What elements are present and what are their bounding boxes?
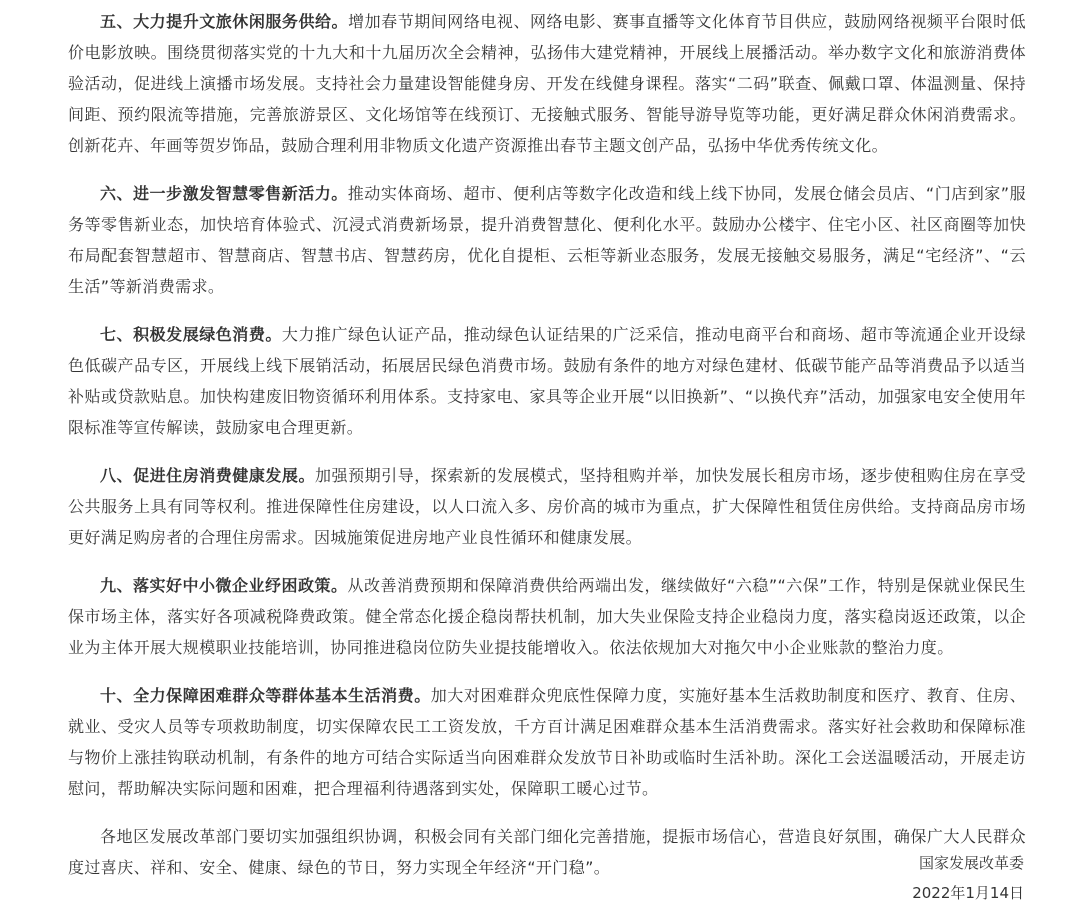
- section-6: [68, 178, 1026, 302]
- section-heading: 十、全力保障困难群众等群体基本生活消费。: [100, 686, 431, 705]
- section-5: [68, 6, 1026, 161]
- issue-date: 2022年1月14日: [912, 884, 1024, 902]
- section-text: 加大对困难群众兜底性保障力度，实施好基本生活救助制度和医疗、教育、住房、就业、受灾人员等专项救助制度，切实保障农民工工资发放，千方百计满足困难群众基本生活消费需求。落实好社会救助和保障标准与物价上涨挂钩联动机制，有条件的地方可结合实际适当向困难群众发放节日补助或临时生活补助。深化工会送温暖活动，开展走访慰问，帮助解决实际问题和困难，把合理福利待遇落到实处，保障职工暖心过节。: [68, 686, 1026, 798]
- section-text: 从改善消费预期和保障消费供给两端出发，继续做好“六稳”“六保”工作，特别是保就业保民生保市场主体，落实好各项减税降费政策。健全常态化援企稳岗帮扶机制，加大失业保险支持企业稳岗力度，落实稳岗返还政策，以企业为主体开展大规模职业技能培训，协同推进稳岗位防失业提技能增收入。依法依规加大对拖欠中小企业账款的整治力度。: [68, 576, 1026, 657]
- section-heading: 五、大力提升文旅休闲服务供给。: [100, 12, 349, 31]
- section-text: 推动实体商场、超市、便利店等数字化改造和线上线下协同，发展仓储会员店、“门店到家”服务等零售新业态，加快培育体验式、沉浸式消费新场景，提升消费智慧化、便利化水平。鼓励办公楼宇、住宅小区、社区商圈等加快布局配套智慧超市、智慧商店、智慧书店、智慧药房，优化自提柜、云柜等新业态服务，发展无接触交易服务，满足“宅经济”、“云生活”等新消费需求。: [68, 184, 1026, 296]
- section-text: 大力推广绿色认证产品，推动绿色认证结果的广泛采信，推动电商平台和商场、超市等流通企业开设绿色低碳产品专区，开展线上线下展销活动，拓展居民绿色消费市场。鼓励有条件的地方对绿色建材、低碳节能产品等消费品予以适当补贴或贷款贴息。加快构建废旧物资循环利用体系。支持家电、家具等企业开展“以旧换新”、“以换代弃”活动，加强家电安全使用年限标准等宣传解读，鼓励家电合理更新。: [68, 325, 1026, 437]
- closing-paragraph: 各地区发展改革部门要切实加强组织协调，积极会同有关部门细化完善措施，提振市场信心，营造良好氛围，确保广大人民群众度过喜庆、祥和、安全、健康、绿色的节日，努力实现全年经济“开门稳”。: [68, 827, 1026, 877]
- section-text: 加强预期引导，探索新的发展模式，坚持租购并举，加快发展长租房市场，逐步使租购住房在享受公共服务上具有同等权利。推进保障性住房建设，以人口流入多、房价高的城市为重点，扩大保障性租赁住房供给。支持商品房市场更好满足购房者的合理住房需求。因城施策促进房地产业良性循环和健康发展。: [68, 466, 1026, 547]
- issuing-organization: 国家发展改革委: [918, 854, 1024, 872]
- section-text: 增加春节期间网络电视、网络电影、赛事直播等文化体育节目供应，鼓励网络视频平台限时低价电影放映。围绕贯彻落实党的十九大和十九届历次全会精神，弘扬伟大建党精神，开展线上展播活动。举办数字文化和旅游消费体验活动，促进线上演播市场发展。支持社会力量建设智能健身房、开发在线健身课程。落实“二码”联查、佩戴口罩、体温测量、保持间距、预约限流等措施，完善旅游景区、文化场馆等在线预订、无接触式服务、智能导游导览等功能，更好满足群众休闲消费需求。创新花卉、年画等贺岁饰品，鼓励合理利用非物质文化遗产资源推出春节主题文创产品，弘扬中华优秀传统文化。: [68, 12, 1026, 155]
- section-heading: 七、积极发展绿色消费。: [100, 325, 282, 344]
- section-9: [68, 570, 1026, 663]
- section-10: [68, 680, 1026, 804]
- section-heading: 九、落实好中小微企业纾困政策。: [100, 576, 348, 595]
- section-heading: 六、进一步激发智慧零售新活力。: [100, 184, 348, 203]
- signature-block: [912, 848, 1024, 908]
- section-8: [68, 460, 1026, 553]
- section-7: [68, 319, 1026, 443]
- article-body: [68, 6, 1026, 900]
- section-heading: 八、促进住房消费健康发展。: [100, 466, 315, 485]
